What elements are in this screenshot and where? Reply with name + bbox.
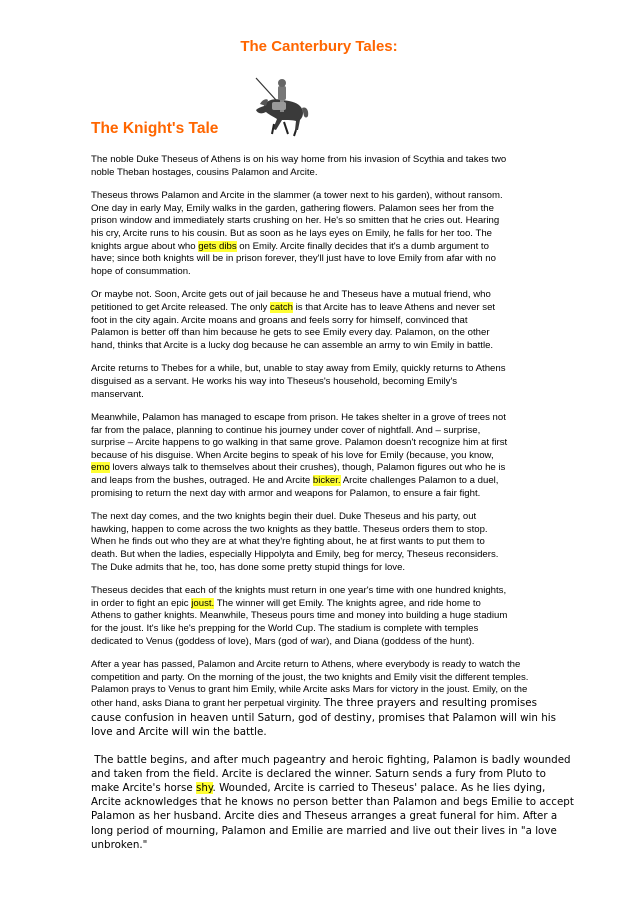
text-line: competition and party. On the morning of the joust, the two knights and Emily visit the different temples. xyxy=(91,671,529,683)
text-line: After a year has passed, Palamon and Arcite return to Athens, where everybody is ready to watch the xyxy=(91,659,521,671)
section-title: The Knight's Tale xyxy=(91,120,219,137)
text-line: for the joust. It's like he's prepping for the World Cup. The stadium is complete with temples xyxy=(91,623,479,634)
text-line: promising to return the next day with armor and weapons for Palamon, to ensure a fair fight. xyxy=(91,487,481,499)
text-line: prison window and immediately starts crushing on her. He's so smitten that he cries out. Hearing xyxy=(91,215,500,227)
highlight-joust: joust. xyxy=(191,597,215,609)
text-line: unbroken." xyxy=(91,838,148,851)
paragraph-8 xyxy=(91,659,556,738)
paragraph-5 xyxy=(91,412,551,500)
text-line: Arcite acknowledges that he knows no person better than Palamon and begs Emilie to accept xyxy=(91,796,574,809)
highlight-bicker: bicker. xyxy=(312,475,341,487)
text-line: dedicated to Venus (goddess of love), Mars (god of war), and Diana (goddess of the hunt). xyxy=(91,635,475,647)
text-line: Athens to gather knights. Meanwhile, Theseus pours time and money into building a huge stadium xyxy=(91,610,508,622)
knight-on-horse-icon xyxy=(250,76,312,138)
story-body xyxy=(91,154,574,863)
highlight-emo: emo xyxy=(91,462,110,474)
text-line: manservant. xyxy=(91,388,144,400)
paragraph-1 xyxy=(91,154,551,179)
text-line: Palamon is better off than him because he gets to see Emily every day. Palamon, on the other xyxy=(91,327,490,339)
text-line: long period of mourning, Palamon and Emilie are married and live out their lives in "a love xyxy=(91,824,557,837)
text-line: One day in early May, Emily walks in the garden, gathering flowers. Palamon sees her from the xyxy=(91,202,494,214)
highlight-catch: catch xyxy=(270,301,293,313)
text-line: surprise – Arcite happens to go walking in that same grove. Palamon doesn't recognize him at first xyxy=(91,437,508,449)
paragraph-7 xyxy=(91,585,551,648)
text-line: other hand, asks Diana to grant her perpetual virginity. The three prayers and resulting promises xyxy=(91,696,537,709)
text-line: Arcite returns to Thebes for a while, but, unable to stay away from Emily, quickly returns to Athens xyxy=(91,363,506,375)
text-line: foot in the city again. Arcite moans and groans and feels sorry for himself, convinced that xyxy=(91,314,468,326)
paragraph-3 xyxy=(91,289,551,352)
text-line: Palamon prays to Venus to grant him Emily, while Arcite asks Mars for victory in the joust. Emily, on the xyxy=(91,684,528,696)
page-title: The Canterbury Tales: xyxy=(240,38,398,55)
text-line: emo lovers always talk to themselves about their crushes), though, Palamon figures out who he is xyxy=(91,462,506,474)
text-line: have; since both knights will be in prison forever, they'll just have to love Emily from afar with no xyxy=(91,253,496,265)
text-line: far from the palace, planning to continue his journey under cover of nightfall. And – surprise, xyxy=(91,424,481,436)
text-line: hawking, happen to come across the two knights as they battle. Theseus orders them to stop. xyxy=(91,523,488,535)
highlight-shy: shy xyxy=(196,781,213,794)
text-line: knights argue about who gets dibs on Emily. Arcite finally decides that it's a dumb argument to xyxy=(91,240,489,252)
text-line: and taken from the field. Arcite is declared the winner. Saturn sends a fury from Pluto to xyxy=(91,767,546,780)
text-line: hope of consummation. xyxy=(91,265,191,277)
text-line: disguised as a servant. He works his way into Theseus's household, becoming Emily's xyxy=(91,375,458,387)
text-line: in order to fight an epic joust. The winner will get Emily. The knights agree, and ride home to xyxy=(91,597,481,609)
paragraph-6 xyxy=(91,511,551,574)
paragraph-4 xyxy=(91,363,551,401)
text-line: his cry, Arcite runs to his cousin. But as soon as he lays eyes on Emily, he falls for her too. The xyxy=(91,227,492,239)
text-line: Meanwhile, Palamon has managed to escape from prison. He takes shelter in a grove of trees not xyxy=(91,412,506,424)
text-line: The battle begins, and after much pageantry and heroic fighting, Palamon is badly wounded xyxy=(91,753,571,766)
text-line: noble Theban hostages, cousins Palamon and Arcite. xyxy=(91,166,318,178)
text-line: Or maybe not. Soon, Arcite gets out of jail because he and Theseus have a mutual friend, who xyxy=(91,289,491,301)
text-line: cause confusion in heaven until Saturn, god of destiny, promises that Palamon will win his xyxy=(91,711,556,724)
paragraph-2 xyxy=(91,190,551,278)
text-line: Theseus throws Palamon and Arcite in the slammer (a tower next to his garden), without ransom. xyxy=(91,190,503,202)
text-line: love and Arcite will win the battle. xyxy=(91,725,267,738)
text-line: Theseus decides that each of the knights must return in one year's time with one hundred knights, xyxy=(91,585,507,597)
highlight-gets-dibs: gets dibs xyxy=(198,240,237,252)
text-line: The next day comes, and the two knights begin their duel. Duke Theseus and his party, out xyxy=(91,511,477,523)
text-line: death. But when the ladies, especially Hippolyta and Emily, beg for mercy, Theseus reconsiders. xyxy=(91,549,499,561)
text-line: because of his disguise. When Arcite begins to speak of his love for Emily (because, you know, xyxy=(91,449,494,461)
text-line: and leaps from the bushes, outraged. He and Arcite bicker. Arcite challenges Palamon to a duel, xyxy=(91,475,499,487)
text-line: hand, thinks that Arcite is a lucky dog because he can assemble an army to win Emily in battle. xyxy=(91,339,494,351)
text-line: The noble Duke Theseus of Athens is on his way home from his invasion of Scythia and takes two xyxy=(91,154,507,165)
text-line: petitioned to get Arcite released. The only catch is that Arcite has to leave Athens and never set xyxy=(91,301,496,313)
text-line: make Arcite's horse shy. Wounded, Arcite is carried to Theseus' palace. As he lies dying, xyxy=(91,781,546,794)
text-line: The Duke admits that he, too, has done some pretty stupid things for love. xyxy=(91,561,406,573)
paragraph-9 xyxy=(91,753,574,852)
text-line: Palamon as her husband. Arcite dies and Theseus arranges a great funeral for him. After a xyxy=(91,810,558,823)
text-line: When he finds out who they are at what they're fighting about, he at first wants to put them to xyxy=(91,536,485,548)
